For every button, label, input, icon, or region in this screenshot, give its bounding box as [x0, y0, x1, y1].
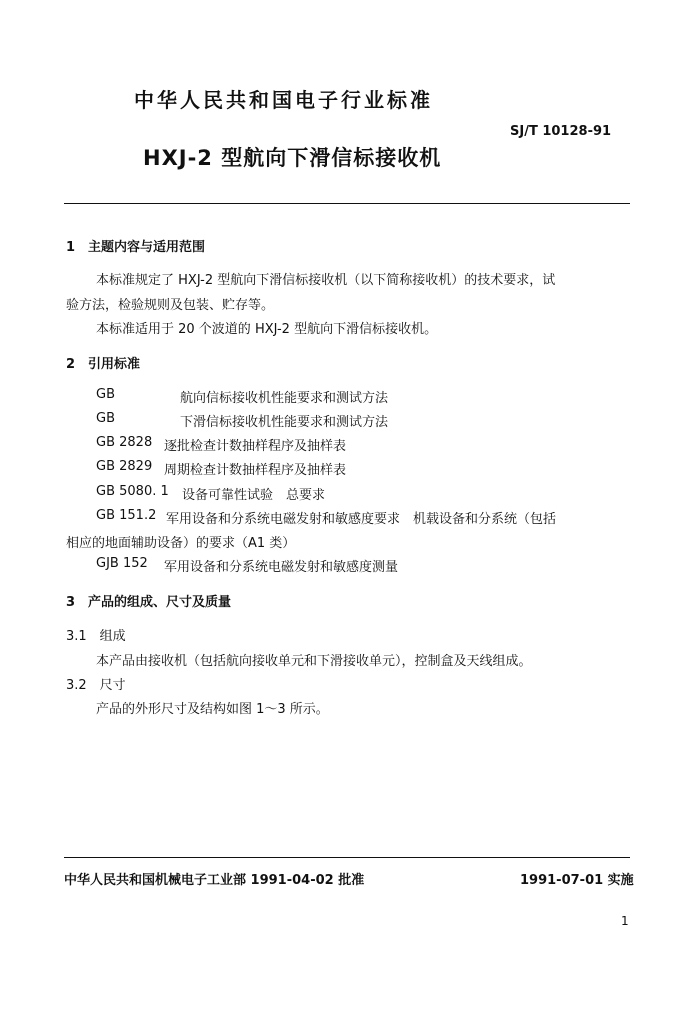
section-1-heading: 1 主题内容与适用范围: [66, 240, 206, 255]
section-1-paragraph-1-line-2: 验方法，检验规则及包装、贮存等。: [66, 298, 275, 313]
reference-title: 设备可靠性试验 总要求: [182, 488, 326, 503]
page-number: 1: [621, 914, 629, 928]
reference-code: GB 5080. 1: [96, 484, 169, 499]
section-3-1-text: 本产品由接收机（包括航向接收单元和下滑接收单元），控制盒及天线组成。: [96, 654, 532, 669]
header-divider: [64, 203, 630, 204]
reference-code: GB 2828: [96, 435, 153, 450]
section-1-paragraph-1-line-1: 本标准规定了 HXJ-2 型航向下滑信标接收机（以下简称接收机）的技术要求，试: [96, 273, 556, 288]
standard-code: SJ/T 10128-91: [510, 124, 612, 139]
section-1-paragraph-2: 本标准适用于 20 个波道的 HXJ-2 型航向下滑信标接收机。: [96, 322, 438, 337]
document-title: HXJ-2 型航向下滑信标接收机: [143, 146, 442, 170]
approval-line: 中华人民共和国机械电子工业部 1991-04-02 批准: [64, 873, 365, 888]
reference-title: 下滑信标接收机性能要求和测试方法: [180, 415, 389, 430]
reference-title: 周期检查计数抽样程序及抽样表: [164, 463, 347, 478]
reference-title-continued: 相应的地面辅助设备）的要求（A1 类）: [66, 536, 296, 551]
reference-title: 航向信标接收机性能要求和测试方法: [180, 391, 389, 406]
section-3-1-heading: 3.1 组成: [66, 629, 126, 644]
reference-code: GB 151.2: [96, 508, 157, 523]
reference-code: GJB 152: [96, 556, 148, 571]
issuing-organization: 中华人民共和国电子行业标准: [134, 88, 433, 112]
section-3-2-text: 产品的外形尺寸及结构如图 1～3 所示。: [96, 702, 329, 717]
reference-title: 军用设备和分系统电磁发射和敏感度要求 机载设备和分系统（包括: [166, 512, 557, 527]
implementation-date: 1991-07-01 实施: [520, 873, 634, 888]
footer-divider: [64, 857, 630, 858]
section-3-heading: 3 产品的组成、尺寸及质量: [66, 595, 232, 610]
section-3-2-heading: 3.2 尺寸: [66, 678, 126, 693]
section-2-heading: 2 引用标准: [66, 357, 141, 372]
reference-title: 逐批检查计数抽样程序及抽样表: [164, 439, 347, 454]
reference-code: GB: [96, 387, 115, 402]
reference-code: GB 2829: [96, 459, 153, 474]
reference-title: 军用设备和分系统电磁发射和敏感度测量: [164, 560, 399, 575]
reference-code: GB: [96, 411, 115, 426]
